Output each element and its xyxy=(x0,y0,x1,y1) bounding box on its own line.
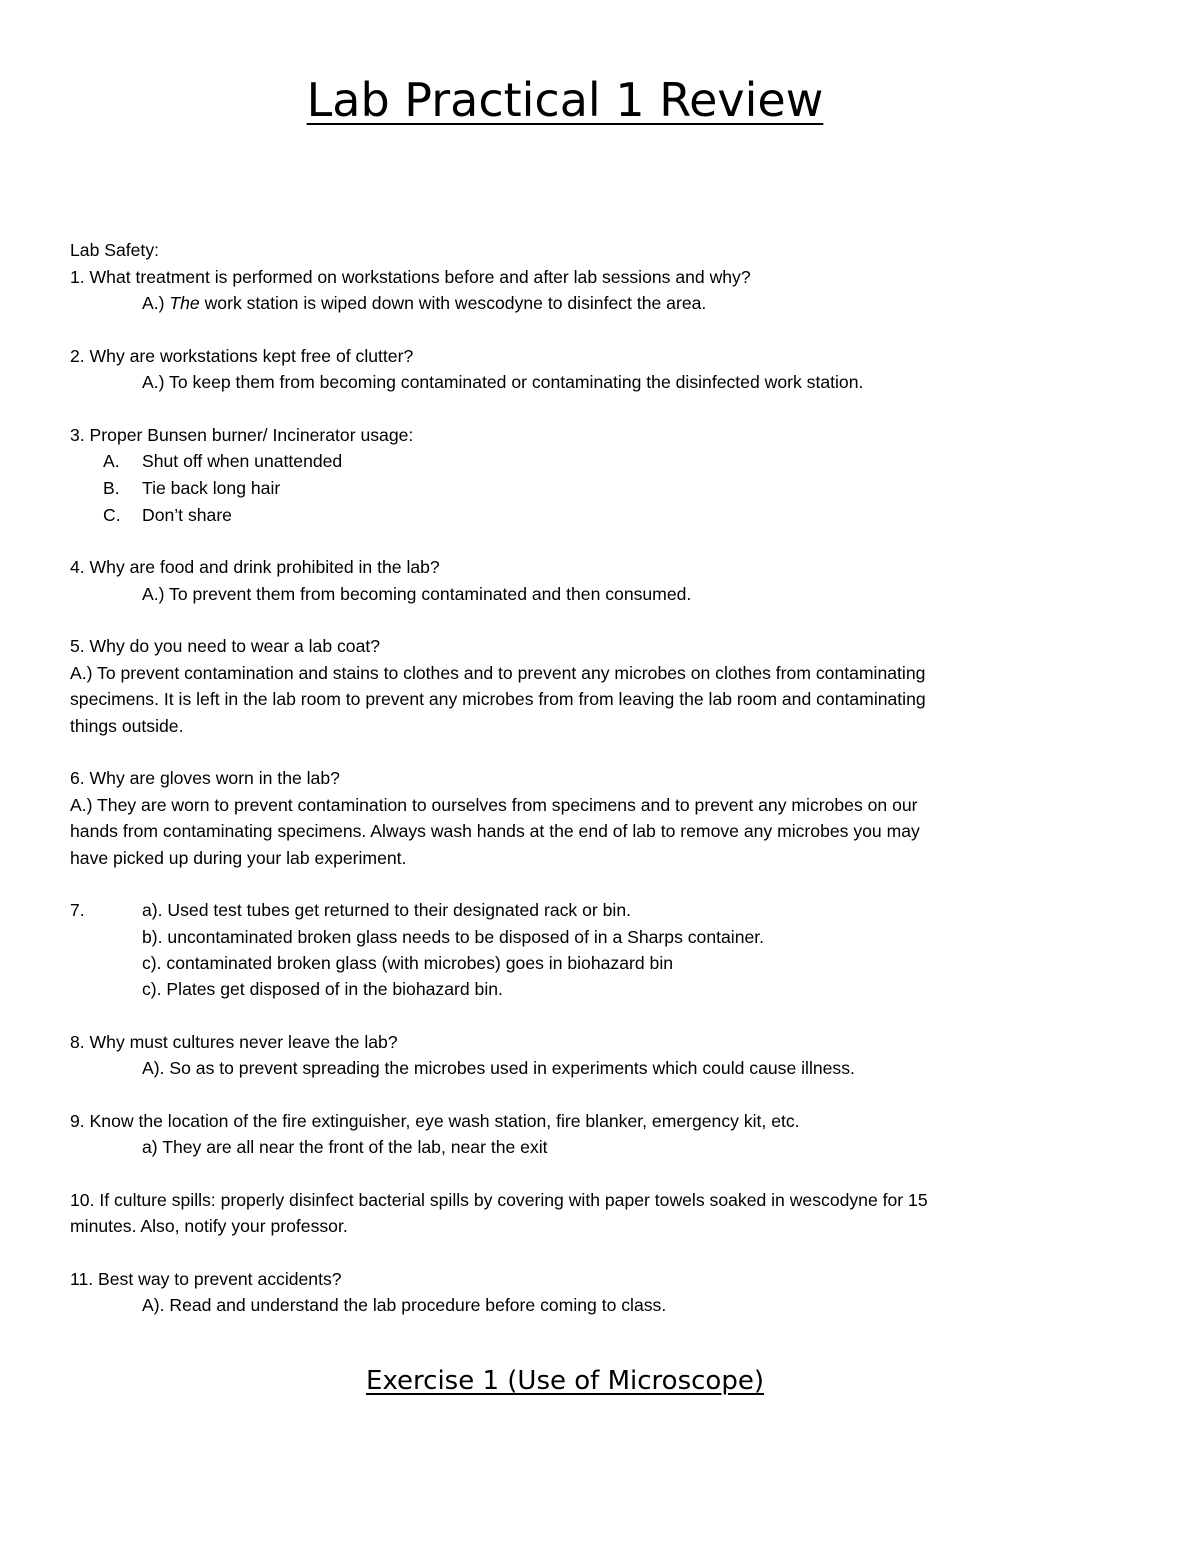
answer-11: A). Read and understand the lab procedure before coming to class. xyxy=(142,1295,667,1315)
question-7-item: a). Used test tubes get returned to their designated rack or bin. xyxy=(142,900,631,920)
page-title: Lab Practical 1 Review xyxy=(306,73,824,127)
question-11: 11. Best way to prevent accidents? xyxy=(70,1269,342,1289)
question-8: 8. Why must cultures never leave the lab? xyxy=(70,1032,398,1052)
answer-2: A.) To keep them from becoming contaminated or contaminating the disinfected work station. xyxy=(142,372,864,392)
list-item: Don’t share xyxy=(142,505,232,525)
question-5: 5. Why do you need to wear a lab coat? xyxy=(70,636,381,656)
question-7-item: c). Plates get disposed of in the biohazard bin. xyxy=(142,979,503,999)
exercise-heading: Exercise 1 (Use of Microscope) xyxy=(366,1366,764,1396)
answer-4: A.) To prevent them from becoming contaminated and then consumed. xyxy=(142,584,692,604)
answer-1: A.) The work station is wiped down with wescodyne to disinfect the area. xyxy=(142,293,707,313)
question-10-line: minutes. Also, notify your professor. xyxy=(70,1216,348,1236)
answer-5-line: specimens. It is left in the lab room to prevent any microbes from from leaving the lab room and contaminating xyxy=(70,689,926,709)
question-2: 2. Why are workstations kept free of clutter? xyxy=(70,346,414,366)
answer-8: A). So as to prevent spreading the microbes used in experiments which could cause illness. xyxy=(142,1058,855,1078)
question-6: 6. Why are gloves worn in the lab? xyxy=(70,768,340,788)
question-7-item: b). uncontaminated broken glass needs to be disposed of in a Sharps container. xyxy=(142,927,765,947)
list-item-letter: C. xyxy=(103,505,121,525)
question-1: 1. What treatment is performed on workstations before and after lab sessions and why? xyxy=(70,267,751,287)
list-item-letter: B. xyxy=(103,478,120,498)
answer-6-line: have picked up during your lab experiment. xyxy=(70,848,407,868)
question-4: 4. Why are food and drink prohibited in the lab? xyxy=(70,557,440,577)
list-item-letter: A. xyxy=(103,451,120,471)
question-7-number: 7. xyxy=(70,900,85,920)
answer-6-line: A.) They are worn to prevent contamination to ourselves from specimens and to prevent any microbes on our xyxy=(70,795,918,815)
question-7-item: c). contaminated broken glass (with microbes) goes in biohazard bin xyxy=(142,953,674,973)
question-3: 3. Proper Bunsen burner/ Incinerator usage: xyxy=(70,425,414,445)
question-9: 9. Know the location of the fire extinguisher, eye wash station, fire blanker, emergency kit, etc. xyxy=(70,1111,800,1131)
answer-5-line: A.) To prevent contamination and stains to clothes and to prevent any microbes on clothes from contaminating xyxy=(70,663,926,683)
list-item: Shut off when unattended xyxy=(142,451,343,471)
section-label: Lab Safety: xyxy=(70,240,160,260)
answer-5-line: things outside. xyxy=(70,716,184,736)
question-10-line: 10. If culture spills: properly disinfect bacterial spills by covering with paper towels soaked in wescodyne for 15 xyxy=(70,1190,928,1210)
answer-6-line: hands from contaminating specimens. Always wash hands at the end of lab to remove any microbes you may xyxy=(70,821,920,841)
answer-9: a) They are all near the front of the lab, near the exit xyxy=(142,1137,548,1157)
list-item: Tie back long hair xyxy=(142,478,281,498)
